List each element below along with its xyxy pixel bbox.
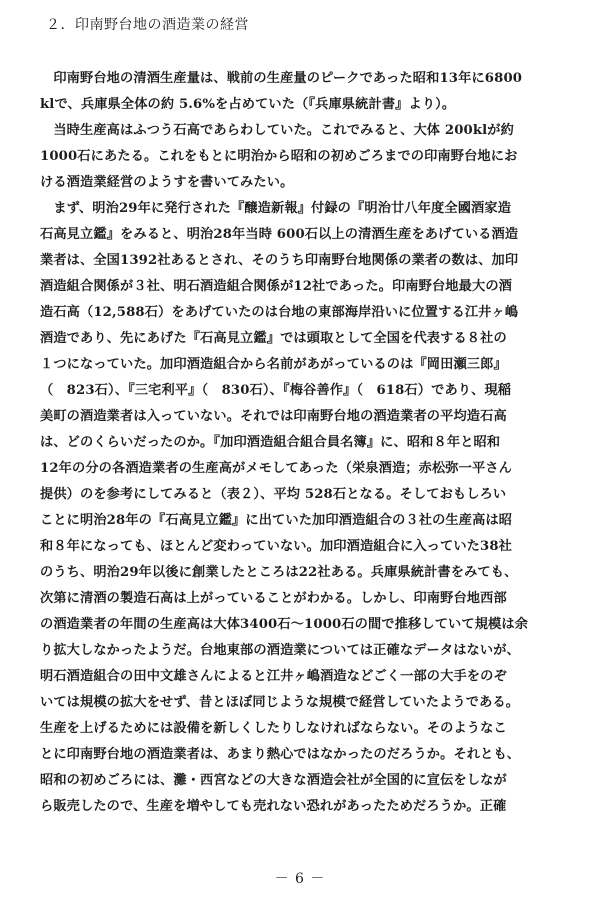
text-line: 明石酒造組合の田中文雄さんによると江井ヶ嶋酒造などごく一部の大手をのぞ (40, 669, 507, 684)
text-line: 酒造組合関係が３社、明石酒造組合関係が12社であった。印南野台地最大の酒 (40, 279, 512, 294)
text-line: 造石高（12,588石）をあげていたのは台地の東部海岸沿いに位置する江井ヶ嶋 (40, 305, 519, 320)
text-line: ける酒造業経営のようすを書いてみたい。 (40, 175, 294, 190)
text-line: ら販売したので、生産を増やしても売れない恐れがあったためだろうか。正確 (40, 799, 507, 814)
section-heading: ２．印南野台地の酒造業の経営 (46, 17, 249, 33)
text-line: り拡大しなかったようだ。台地東部の酒造業については正確なデータはないが、 (40, 643, 520, 658)
text-line: 酒造であり、先にあげた『石高見立鑑』では頭取として全国を代表する８社の (40, 331, 507, 346)
text-line: 印南野台地の清酒生産量は、戦前の生産量のピークであった昭和13年に6800 (40, 71, 523, 86)
text-line: 和８年になっても、ほとんど変わっていない。加印酒造組合に入っていた38社 (40, 539, 512, 554)
text-line: klで、兵庫県全体の約 5.6%を占めていた（『兵庫県統計書』より）。 (40, 97, 456, 112)
text-line: １つになっていた。加印酒造組合から名前があがっているのは『岡田瀬三郎』 (40, 357, 507, 372)
text-line: のうち、明治29年以後に創業したところは22社ある。兵庫県統計書をみても、 (40, 565, 518, 580)
text-line: 美町の酒造業者は入っていない。それでは印南野台地の酒造業者の平均造石高 (40, 409, 507, 424)
text-line: ことに明治28年の『石高見立鑑』に出ていた加印酒造組合の３社の生産高は昭 (40, 513, 513, 528)
text-line: （ 823石）、『三宅利平』（ 830石）、『梅谷善作』（ 618石）であり、現稲 (40, 383, 512, 398)
text-line: いては規模の拡大をせず、昔とほぼ同じような規模で経営していたようである。 (40, 695, 520, 710)
text-line: 提供）のを参考にしてみると（表２）、平均 528石となる。そしておもしろい (40, 487, 507, 502)
text-line: 当時生産高はふつう石高であらわしていた。これでみると、大体 200klが約 (40, 123, 514, 138)
text-line: は、どのくらいだったのか。『加印酒造組合組合員名簿』に、昭和８年と昭和 (40, 435, 501, 450)
text-line: 1000石にあたる。これをもとに明治から昭和の初めごろまでの印南野台地にお (40, 149, 518, 164)
page-number: － 6 － (274, 871, 326, 887)
text-line: 次第に清酒の製造石高は上がっていることがわかる。しかし、印南野台地西部 (40, 591, 507, 606)
text-line: まず、明治29年に発行された『醸造新報』付録の『明治廿八年度全國酒家造 (40, 201, 512, 216)
text-line: 12年の分の各酒造業者の生産高がメモしてあった（栄泉酒造；赤松弥一平さん (40, 461, 512, 476)
text-line: 業者は、全国1392社あるとされ、そのうち印南野台地関係の業者の数は、加印 (40, 253, 519, 268)
text-line: 昭和の初めごろには、灘・西宮などの大きな酒造会社が全国的に宣伝をしなが (40, 773, 507, 788)
text-line: の酒造業者の年間の生産高は大体3400石～1000石の間で推移していて規模は余 (40, 617, 529, 632)
text-line: 生産を上げるためには設備を新しくしたりしなければならない。そのようなこ (40, 721, 507, 736)
body-text (40, 66, 550, 820)
text-line: 石高見立鑑』をみると、明治28年当時 600石以上の清酒生産をあげている酒造 (40, 227, 519, 242)
text-line: とに印南野台地の酒造業者は、あまり熱心ではなかったのだろうか。それとも、 (40, 747, 521, 762)
